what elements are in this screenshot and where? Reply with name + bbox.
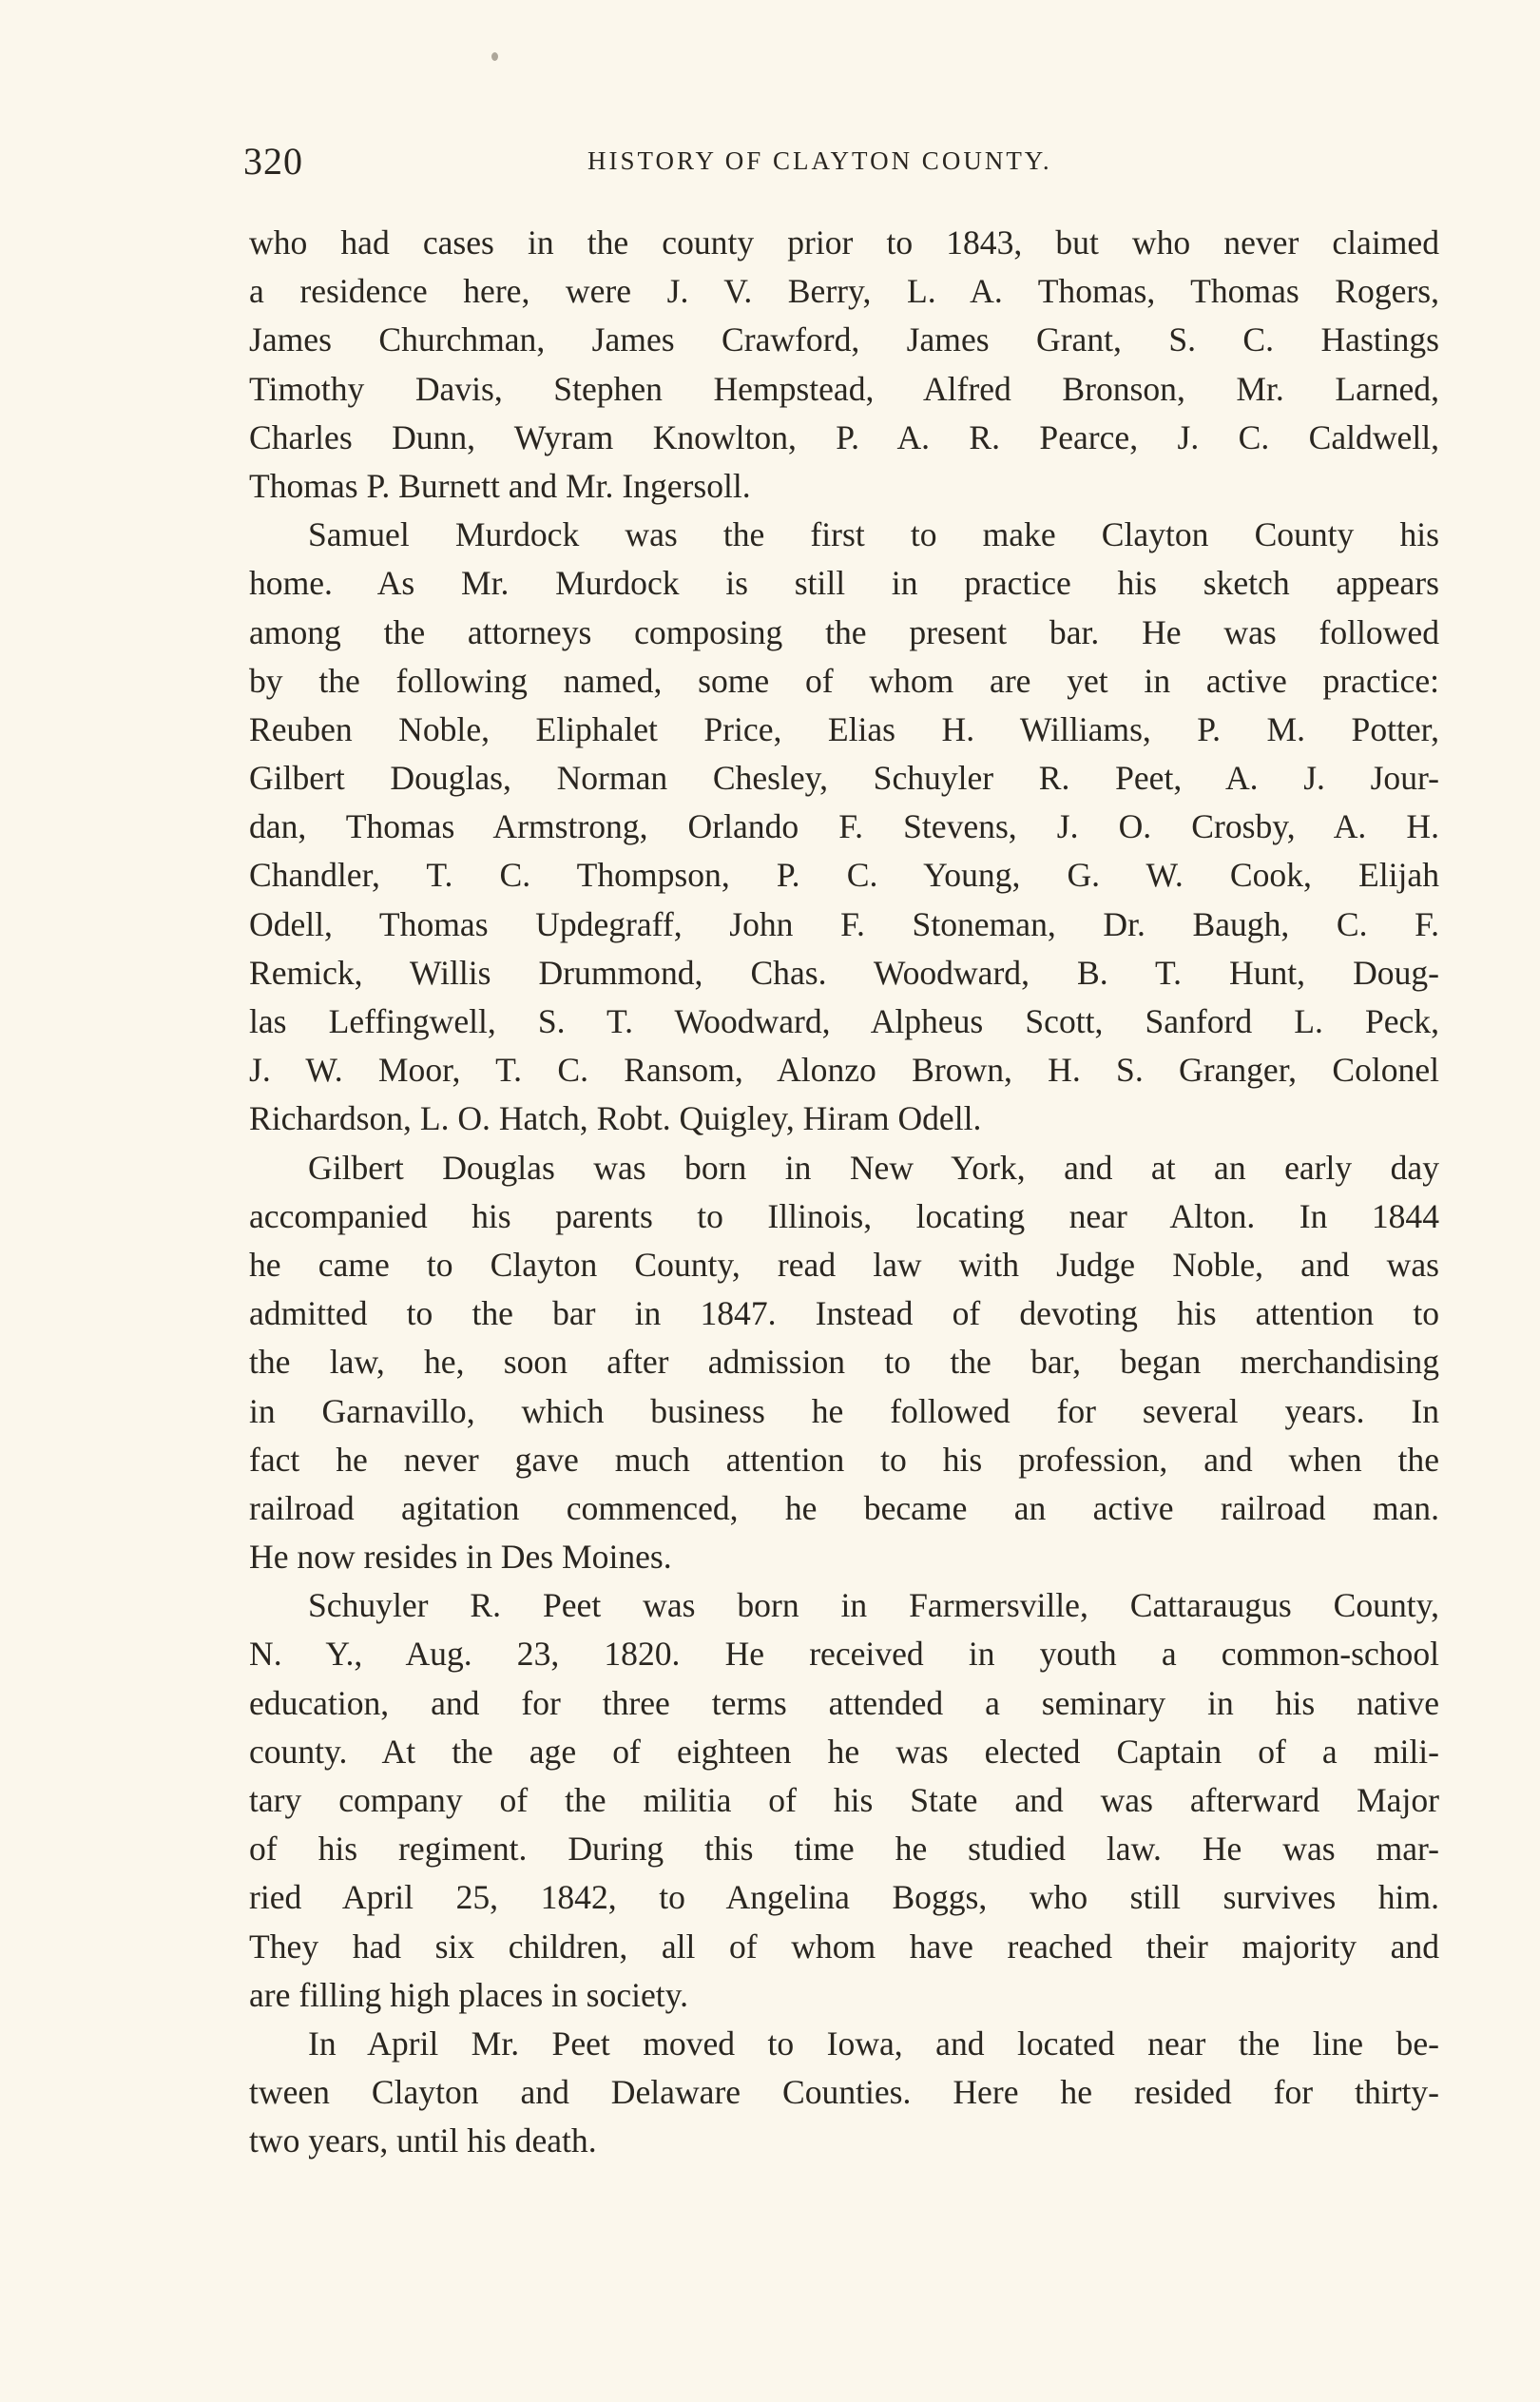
text-line: Samuel Murdock was the first to make Clayton County his: [308, 515, 1439, 554]
text-line: Gilbert Douglas was born in New York, and at an early day: [308, 1148, 1439, 1187]
text-line: fact he never gave much attention to his profession, and when the: [249, 1440, 1439, 1479]
text-line: education, and for three terms attended a seminary in his native: [249, 1683, 1439, 1722]
text-line: admitted to the bar in 1847. Instead of devoting his attention to: [249, 1294, 1439, 1333]
text-line: Charles Dunn, Wyram Knowlton, P. A. R. Pearce, J. C. Caldwell,: [249, 417, 1439, 456]
text-line: tary company of the militia of his State and was afterward Major: [249, 1781, 1439, 1819]
text-line: accompanied his parents to Illinois, locating near Alton. In 1844: [249, 1196, 1439, 1235]
text-line: Gilbert Douglas, Norman Chesley, Schuyler R. Peet, A. J. Jour-: [249, 759, 1439, 798]
text-line: They had six children, all of whom have reached their majority and: [249, 1927, 1439, 1966]
text-line: the law, he, soon after admission to the bar, began merchandising: [249, 1343, 1439, 1382]
text-line: J. W. Moor, T. C. Ransom, Alonzo Brown, H. S. Granger, Colonel: [249, 1051, 1439, 1090]
ink-speck: [491, 52, 498, 61]
text-line: Timothy Davis, Stephen Hempstead, Alfred Bronson, Mr. Larned,: [249, 369, 1439, 408]
page-number: 320: [243, 140, 303, 183]
text-line: tween Clayton and Delaware Counties. Here he resided for thirty-: [249, 2073, 1439, 2112]
text-line: he came to Clayton County, read law with Judge Noble, and was: [249, 1245, 1439, 1284]
text-line: ried April 25, 1842, to Angelina Boggs, who still survives him.: [249, 1878, 1439, 1917]
text-line: in Garnavillo, which business he followed for several years. In: [249, 1391, 1439, 1430]
text-line: Remick, Willis Drummond, Chas. Woodward, B. T. Hunt, Doug-: [249, 953, 1439, 992]
text-line: In April Mr. Peet moved to Iowa, and located near the line be-: [308, 2024, 1439, 2063]
text-line: a residence here, were J. V. Berry, L. A. Thomas, Thomas Rogers,: [249, 272, 1439, 311]
text-line: county. At the age of eighteen he was elected Captain of a mili-: [249, 1732, 1439, 1771]
text-line: dan, Thomas Armstrong, Orlando F. Stevens, J. O. Crosby, A. H.: [249, 807, 1439, 846]
text-line: N. Y., Aug. 23, 1820. He received in youth a common-school: [249, 1635, 1439, 1674]
text-line: Thomas P. Burnett and Mr. Ingersoll.: [249, 466, 751, 505]
text-line: He now resides in Des Moines.: [249, 1538, 672, 1577]
text-line: Schuyler R. Peet was born in Farmersville, Cattaraugus County,: [308, 1586, 1439, 1625]
text-line: James Churchman, James Crawford, James Grant, S. C. Hastings: [249, 320, 1439, 359]
text-line: home. As Mr. Murdock is still in practice his sketch appears: [249, 564, 1439, 603]
text-line: by the following named, some of whom are yet in active practice:: [249, 661, 1439, 700]
text-line: Odell, Thomas Updegraff, John F. Stoneman, Dr. Baugh, C. F.: [249, 904, 1439, 943]
text-body: [249, 219, 1439, 2166]
text-line: of his regiment. During this time he studied law. He was mar-: [249, 1830, 1439, 1869]
text-line: who had cases in the county prior to 1843, but who never claimed: [249, 223, 1439, 262]
text-line: Chandler, T. C. Thompson, P. C. Young, G. W. Cook, Elijah: [249, 856, 1439, 895]
text-line: among the attorneys composing the present bar. He was followed: [249, 612, 1439, 651]
text-line: two years, until his death.: [249, 2121, 597, 2160]
running-head: [243, 139, 1327, 186]
text-line: Richardson, L. O. Hatch, Robt. Quigley, Hiram Odell.: [249, 1099, 982, 1138]
running-title: HISTORY OF CLAYTON COUNTY.: [587, 146, 1052, 175]
text-line: are filling high places in society.: [249, 1975, 689, 2014]
text-line: railroad agitation commenced, he became an active railroad man.: [249, 1488, 1439, 1527]
text-line: las Leffingwell, S. T. Woodward, Alpheus Scott, Sanford L. Peck,: [249, 1002, 1439, 1040]
text-line: Reuben Noble, Eliphalet Price, Elias H. Williams, P. M. Potter,: [249, 709, 1439, 748]
